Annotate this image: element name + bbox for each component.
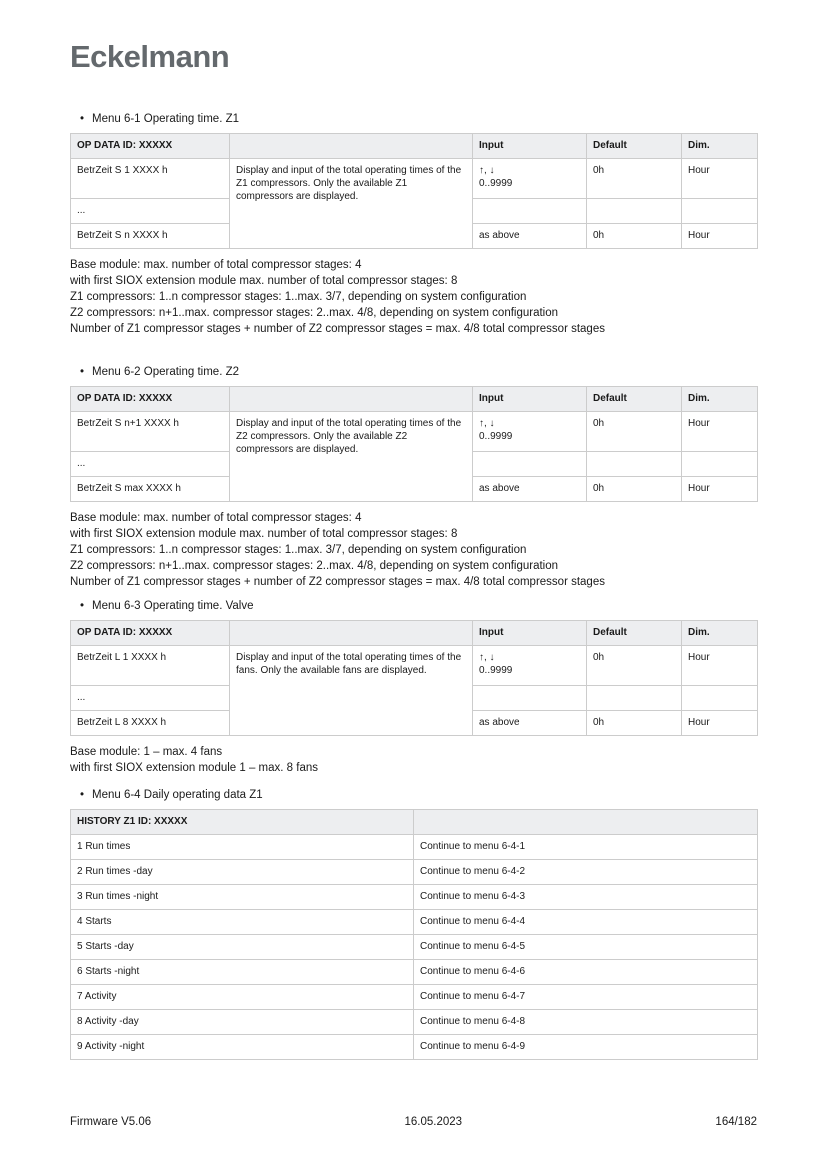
table-row xyxy=(71,646,758,686)
input-header: Input xyxy=(473,387,587,412)
op-data-id-cell: BetrZeit S n XXXX h xyxy=(71,224,230,249)
note-line: with first SIOX extension module 1 – max. 8 fans xyxy=(70,762,319,774)
input-cell: as above xyxy=(473,477,587,502)
bullet-item-menu-6-1 xyxy=(70,112,757,126)
section-title: Menu 6-4 Daily operating data Z1 xyxy=(92,789,263,801)
dim-cell xyxy=(682,686,758,711)
table-row xyxy=(71,1010,758,1035)
input-cell: as above xyxy=(473,224,587,249)
note-line: Number of Z1 compressor stages + number of Z2 compressor stages = max. 4/8 total compressor stages xyxy=(70,576,605,588)
history-item-target: Continue to menu 6-4-3 xyxy=(414,885,758,910)
default-cell xyxy=(587,199,682,224)
op-data-id-cell: ... xyxy=(71,686,230,711)
footer-date: 16.05.2023 xyxy=(404,1116,463,1128)
note-line: Z2 compressors: n+1..max. compressor stages: 2..max. 4/8, depending on system configuration xyxy=(70,307,559,319)
note-line: Base module: 1 – max. 4 fans xyxy=(70,746,223,758)
default-cell xyxy=(587,452,682,477)
default-cell: 0h xyxy=(587,711,682,736)
note-line: with first SIOX extension module max. number of total compressor stages: 8 xyxy=(70,275,458,287)
op-data-id-header: OP DATA ID: XXXXX xyxy=(71,387,230,412)
note-line: Z1 compressors: 1..n compressor stages: 1..max. 3/7, depending on system configuration xyxy=(70,291,527,303)
description-cell: Display and input of the total operating times of the Z2 compressors. Only the available Z2 compressors are displayed. xyxy=(230,412,473,502)
input-cell xyxy=(473,646,587,686)
default-header: Default xyxy=(587,134,682,159)
table-row xyxy=(71,860,758,885)
description-cell: Display and input of the total operating times of the Z1 compressors. Only the available Z1 compressors are displayed. xyxy=(230,159,473,249)
note-line: Z2 compressors: n+1..max. compressor stages: 2..max. 4/8, depending on system configuration xyxy=(70,560,559,572)
bullet-icon: • xyxy=(80,366,85,378)
dim-cell: Hour xyxy=(682,412,758,452)
input-cell: as above xyxy=(473,711,587,736)
op-table-menu-6-2 xyxy=(70,386,758,502)
default-header: Default xyxy=(587,387,682,412)
default-header: Default xyxy=(587,621,682,646)
input-range: 0..9999 xyxy=(479,665,513,676)
op-data-id-cell: BetrZeit S n+1 XXXX h xyxy=(71,412,230,452)
input-range: 0..9999 xyxy=(479,178,513,189)
history-table-menu-6-4 xyxy=(70,809,758,1060)
bullet-item-menu-6-3 xyxy=(70,599,757,613)
op-data-id-header: OP DATA ID: XXXXX xyxy=(71,134,230,159)
history-item-target: Continue to menu 6-4-2 xyxy=(414,860,758,885)
footer-firmware-version: Firmware V5.06 xyxy=(70,1116,152,1128)
input-cell xyxy=(473,452,587,477)
table-row xyxy=(71,159,758,199)
input-header: Input xyxy=(473,621,587,646)
history-item-label: 4 Starts xyxy=(71,910,414,935)
history-item-target: Continue to menu 6-4-9 xyxy=(414,1035,758,1060)
page-footer xyxy=(70,1116,757,1128)
dim-cell: Hour xyxy=(682,646,758,686)
dim-header: Dim. xyxy=(682,621,758,646)
op-data-id-cell: BetrZeit L 8 XXXX h xyxy=(71,711,230,736)
default-cell xyxy=(587,686,682,711)
dim-cell: Hour xyxy=(682,711,758,736)
op-data-id-cell: ... xyxy=(71,199,230,224)
notes-menu-6-1 xyxy=(70,257,757,337)
history-item-label: 7 Activity xyxy=(71,985,414,1010)
history-item-target: Continue to menu 6-4-6 xyxy=(414,960,758,985)
default-cell: 0h xyxy=(587,477,682,502)
dim-cell: Hour xyxy=(682,477,758,502)
empty-header-cell xyxy=(414,810,758,835)
op-table-menu-6-3 xyxy=(70,620,758,736)
history-id-header: HISTORY Z1 ID: XXXXX xyxy=(71,810,414,835)
table-row xyxy=(71,885,758,910)
input-range: 0..9999 xyxy=(479,431,513,442)
input-keys: ↑, ↓ xyxy=(479,418,495,429)
table-header-row xyxy=(71,621,758,646)
default-cell: 0h xyxy=(587,224,682,249)
dim-cell: Hour xyxy=(682,224,758,249)
section-title: Menu 6-3 Operating time. Valve xyxy=(92,600,254,612)
empty-header-cell xyxy=(230,134,473,159)
history-item-target: Continue to menu 6-4-5 xyxy=(414,935,758,960)
note-line: Base module: max. number of total compressor stages: 4 xyxy=(70,512,362,524)
table-header-row xyxy=(71,134,758,159)
section-title: Menu 6-1 Operating time. Z1 xyxy=(92,113,240,125)
eckelmann-logo: Eckelmann xyxy=(70,39,230,74)
table-header-row xyxy=(71,387,758,412)
table-row xyxy=(71,835,758,860)
note-line: with first SIOX extension module max. number of total compressor stages: 8 xyxy=(70,528,458,540)
input-header: Input xyxy=(473,134,587,159)
table-row xyxy=(71,960,758,985)
dim-header: Dim. xyxy=(682,134,758,159)
bullet-item-menu-6-4 xyxy=(70,788,757,802)
table-row xyxy=(71,412,758,452)
dim-cell: Hour xyxy=(682,159,758,199)
table-row xyxy=(71,935,758,960)
op-table-menu-6-1 xyxy=(70,133,758,249)
note-line: Base module: max. number of total compressor stages: 4 xyxy=(70,259,362,271)
empty-header-cell xyxy=(230,387,473,412)
history-item-label: 8 Activity -day xyxy=(71,1010,414,1035)
note-line: Z1 compressors: 1..n compressor stages: 1..max. 3/7, depending on system configuration xyxy=(70,544,527,556)
default-cell: 0h xyxy=(587,412,682,452)
default-cell: 0h xyxy=(587,159,682,199)
note-line: Number of Z1 compressor stages + number of Z2 compressor stages = max. 4/8 total compressor stages xyxy=(70,323,605,335)
history-item-target: Continue to menu 6-4-7 xyxy=(414,985,758,1010)
table-row xyxy=(71,910,758,935)
history-item-target: Continue to menu 6-4-8 xyxy=(414,1010,758,1035)
op-data-id-header: OP DATA ID: XXXXX xyxy=(71,621,230,646)
description-cell: Display and input of the total operating times of the fans. Only the available fans are displayed. xyxy=(230,646,473,736)
op-data-id-cell: BetrZeit S max XXXX h xyxy=(71,477,230,502)
input-cell xyxy=(473,199,587,224)
table-row xyxy=(71,1035,758,1060)
op-data-id-cell: BetrZeit S 1 XXXX h xyxy=(71,159,230,199)
history-item-label: 3 Run times -night xyxy=(71,885,414,910)
input-keys: ↑, ↓ xyxy=(479,165,495,176)
input-keys: ↑, ↓ xyxy=(479,652,495,663)
history-item-label: 9 Activity -night xyxy=(71,1035,414,1060)
bullet-icon: • xyxy=(80,789,85,801)
dim-cell xyxy=(682,452,758,477)
bullet-icon: • xyxy=(80,113,85,125)
bullet-item-menu-6-2 xyxy=(70,365,757,379)
notes-menu-6-3 xyxy=(70,744,757,776)
history-item-label: 2 Run times -day xyxy=(71,860,414,885)
input-cell xyxy=(473,412,587,452)
notes-menu-6-2 xyxy=(70,510,757,590)
table-header-row xyxy=(71,810,758,835)
bullet-icon: • xyxy=(80,600,85,612)
footer-page-number: 164/182 xyxy=(715,1116,757,1128)
dim-header: Dim. xyxy=(682,387,758,412)
input-cell xyxy=(473,686,587,711)
default-cell: 0h xyxy=(587,646,682,686)
history-item-label: 1 Run times xyxy=(71,835,414,860)
input-cell xyxy=(473,159,587,199)
history-item-label: 5 Starts -day xyxy=(71,935,414,960)
dim-cell xyxy=(682,199,758,224)
history-item-label: 6 Starts -night xyxy=(71,960,414,985)
table-row xyxy=(71,985,758,1010)
history-item-target: Continue to menu 6-4-4 xyxy=(414,910,758,935)
op-data-id-cell: BetrZeit L 1 XXXX h xyxy=(71,646,230,686)
section-title: Menu 6-2 Operating time. Z2 xyxy=(92,366,240,378)
empty-header-cell xyxy=(230,621,473,646)
op-data-id-cell: ... xyxy=(71,452,230,477)
history-item-target: Continue to menu 6-4-1 xyxy=(414,835,758,860)
